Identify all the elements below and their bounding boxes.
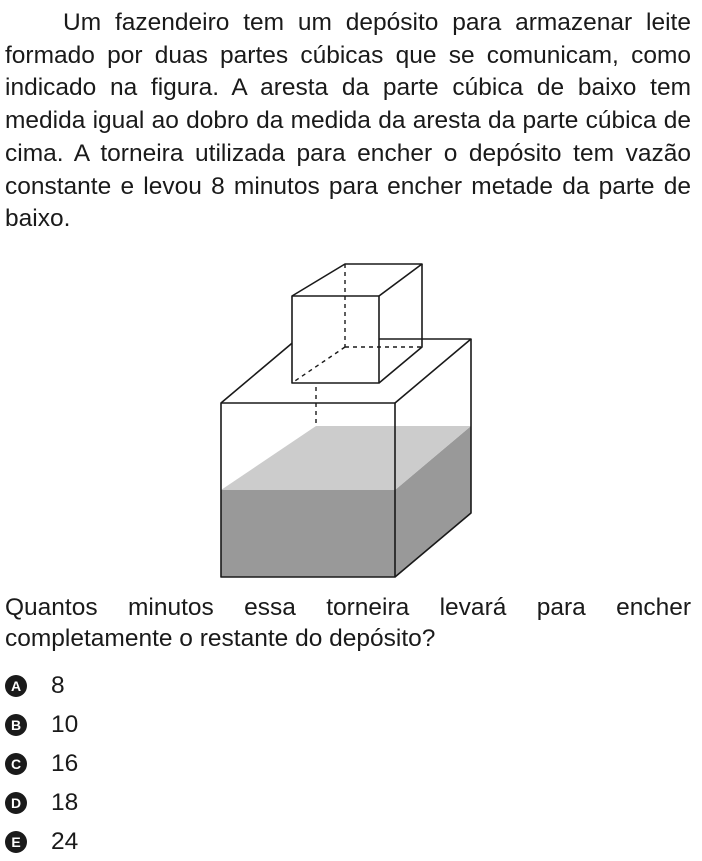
option-value-a: 8: [51, 671, 65, 699]
option-value-b: 10: [51, 710, 79, 738]
option-b[interactable]: [5, 705, 78, 744]
tank-figure: [210, 255, 482, 585]
option-letter-e: E: [5, 831, 27, 853]
question-statement: Um fazendeiro tem um depósito para armazenar leite formado por duas partes cúbicas que se comunicam, como indicado na figura. A aresta da parte cúbica de baixo tem medida igual ao dobro da medida da aresta da parte cúbica de cima. A torneira utilizada para encher o depósito tem vazão constante e levou 8 minutos para encher metade da parte de baixo.: [5, 9, 691, 233]
prompt-line-1: Quantos minutos essa torneira levará para encher: [5, 594, 691, 621]
upper-cube-top-edges: [292, 264, 422, 296]
option-value-e: 24: [51, 827, 79, 855]
option-letter-b: B: [5, 714, 27, 736]
option-value-c: 16: [51, 749, 79, 777]
option-letter-a: A: [5, 675, 27, 697]
upper-cube: [292, 264, 422, 383]
option-letter-c: C: [5, 753, 27, 775]
option-value-d: 18: [51, 788, 79, 816]
option-a[interactable]: [5, 666, 78, 705]
question-prompt: [5, 592, 691, 654]
option-letter-d: D: [5, 792, 27, 814]
answer-options: [5, 666, 78, 861]
prompt-line-2: completamente o restante do depósito?: [5, 625, 436, 652]
liquid-front-face: [221, 490, 395, 577]
upper-cube-front-edge: [292, 296, 379, 383]
option-c[interactable]: [5, 744, 78, 783]
upper-cube-right-edges: [379, 264, 422, 383]
option-d[interactable]: [5, 783, 78, 822]
option-e[interactable]: [5, 822, 78, 861]
